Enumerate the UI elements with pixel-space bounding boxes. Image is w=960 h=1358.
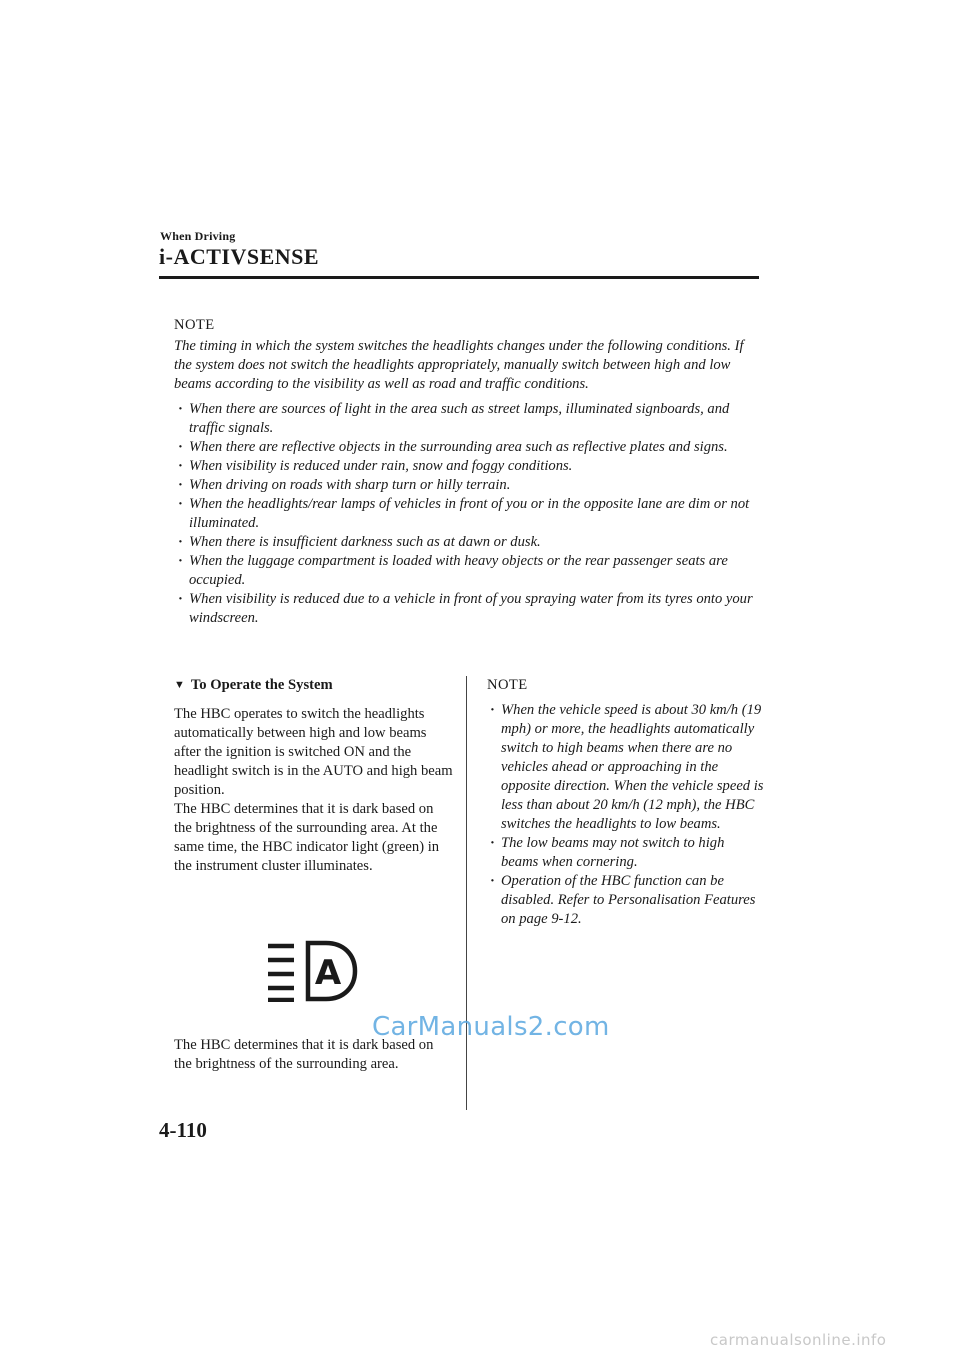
header-rule: [159, 276, 759, 279]
column-divider: [466, 676, 467, 1110]
left-column: [174, 676, 454, 876]
hbc-icon-letter: A: [314, 953, 342, 993]
list-item: · When driving on roads with sharp turn or hilly terrain.: [175, 476, 764, 495]
list-item: · When there are sources of light in the area such as street lamps, illuminated signboards, and traffic signals.: [175, 400, 764, 438]
conditions-list: [174, 400, 764, 628]
list-item: · Operation of the HBC function can be disabled. Refer to Personalisation Features on page 9-12.: [487, 872, 764, 929]
hbc-indicator-icon: [268, 940, 358, 1002]
list-item: · When visibility is reduced under rain, snow and foggy conditions.: [175, 457, 764, 476]
footer-watermark: carmanualsonline.info: [710, 1331, 887, 1349]
list-item: · The low beams may not switch to high beams when cornering.: [487, 834, 764, 872]
list-item: · When there is insufficient darkness such as at dawn or dusk.: [175, 533, 764, 552]
list-item: · When visibility is reduced due to a vehicle in front of you spraying water from its tyres onto your windscreen.: [175, 590, 764, 628]
list-item: · When the luggage compartment is loaded with heavy objects or the rear passenger seats are occupied.: [175, 552, 764, 590]
darkness-paragraph: The HBC determines that it is dark based on the brightness of the surrounding area.: [174, 1037, 434, 1072]
triangle-down-icon: ▼: [174, 679, 185, 691]
note-intro: The timing in which the system switches the headlights changes under the following conditions. If the system does not switch the headlights appropriately, manually switch between high and low beams according to the visibility as well as road and traffic conditions.: [174, 338, 744, 392]
list-item: · When the vehicle speed is about 30 km/h (19 mph) or more, the headlights automatically switch to high beams when there are no vehicles ahead or approaching in the opposite direction. When the vehicle speed is less than about 20 km/h (12 mph), the HBC switches the headlights to low beams.: [487, 701, 764, 834]
note-heading: NOTE: [174, 317, 215, 333]
page-number: 4-110: [159, 1118, 207, 1142]
list-item: · When there are reflective objects in the surrounding area such as reflective plates and signs.: [175, 438, 764, 457]
indicator-paragraph: The HBC determines that it is dark based on the brightness of the surrounding area. At the same time, the HBC indicator light (green) in the instrument cluster illuminates.: [174, 801, 440, 874]
section-label: When Driving: [160, 229, 236, 243]
note-list-right: [486, 701, 764, 929]
list-item: · When the headlights/rear lamps of vehicles in front of you or in the opposite lane are dim or not illuminated.: [175, 495, 764, 533]
section-heading: [174, 676, 454, 695]
note-box-top: [174, 316, 764, 628]
note-heading-right: NOTE: [487, 677, 528, 693]
chapter-title: i-ACTIVSENSE: [159, 244, 320, 269]
section-title-text: To Operate the System: [190, 677, 333, 693]
right-column: [486, 676, 764, 929]
watermark-logo: CarManuals2.com: [372, 1012, 610, 1042]
operation-paragraph: The HBC operates to switch the headlights automatically between high and low beams after the ignition is switched ON and the headlight switch is in the AUTO and high beam position.: [174, 706, 453, 798]
